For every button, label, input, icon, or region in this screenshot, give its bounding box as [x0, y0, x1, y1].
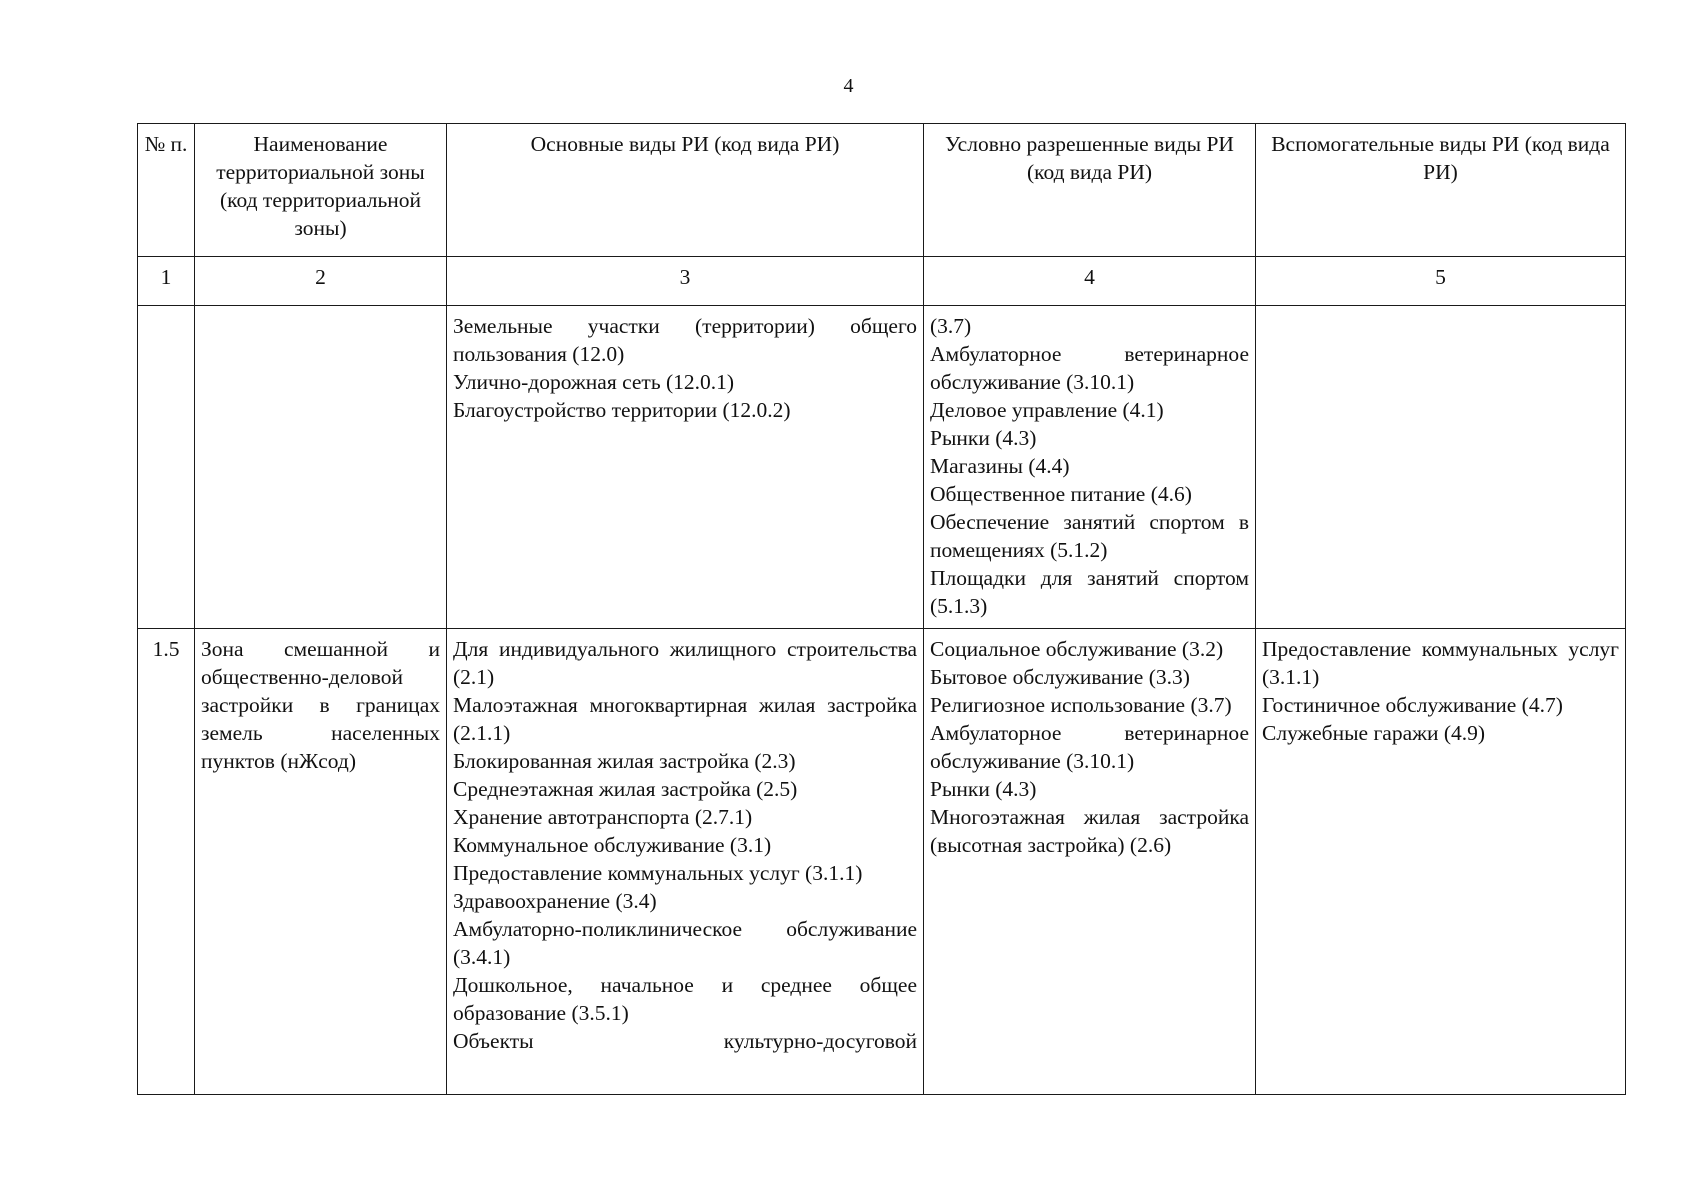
main-uses-cell [447, 306, 924, 629]
table-header-row [138, 124, 1626, 257]
auxiliary-uses-cell [1256, 306, 1626, 629]
use-item: Рынки (4.3) [930, 777, 1037, 801]
column-number: 4 [924, 257, 1256, 306]
use-item: Для индивидуального жилищного строительства (2.1) [453, 637, 917, 689]
use-item: Социальное обслуживание (3.2) [930, 637, 1224, 661]
column-number: 5 [1256, 257, 1626, 306]
conditional-uses-cell [924, 629, 1256, 1095]
use-item: Бытовое обслуживание (3.3) [930, 665, 1190, 689]
use-item: Объекты культурно-досуговой [453, 1029, 917, 1053]
use-item: Предоставление коммунальных услуг (3.1.1) [453, 861, 863, 885]
use-item: Деловое управление (4.1) [930, 398, 1164, 422]
header-conditional-uses: Условно разрешенные виды РИ (код вида РИ) [924, 124, 1256, 257]
use-item: Дошкольное, начальное и среднее общее образование (3.5.1) [453, 973, 917, 1025]
column-number: 1 [138, 257, 195, 306]
use-item: Религиозное использование (3.7) [930, 693, 1232, 717]
use-item: Амбулаторное ветеринарное обслуживание (3.10.1) [930, 721, 1249, 773]
use-item: Блокированная жилая застройка (2.3) [453, 749, 796, 773]
use-item: Амбулаторное ветеринарное обслуживание (3.10.1) [930, 342, 1249, 394]
use-item: Обеспечение занятий спортом в помещениях (5.1.2) [930, 510, 1249, 562]
use-item: Среднеэтажная жилая застройка (2.5) [453, 777, 798, 801]
use-item: Здравоохранение (3.4) [453, 889, 657, 913]
table-row [138, 629, 1626, 1095]
use-item: Рынки (4.3) [930, 426, 1037, 450]
use-item: (3.7) [930, 314, 972, 338]
use-item: Амбулаторно-поликлиническое обслуживание (3.4.1) [453, 917, 917, 969]
use-item: Служебные гаражи (4.9) [1262, 721, 1486, 745]
page-number: 4 [843, 75, 854, 97]
main-uses-cell [447, 629, 924, 1095]
header-index: № п. [138, 124, 195, 257]
use-item: Благоустройство территории (12.0.2) [453, 398, 791, 422]
table-row [138, 306, 1626, 629]
use-item: Предоставление коммунальных услуг (3.1.1) [1262, 637, 1619, 689]
zone-name [195, 306, 447, 629]
use-item: Коммунальное обслуживание (3.1) [453, 833, 772, 857]
use-item: Общественное питание (4.6) [930, 482, 1192, 506]
row-index [138, 306, 195, 629]
conditional-uses-cell [924, 306, 1256, 629]
use-item: Гостиничное обслуживание (4.7) [1262, 693, 1563, 717]
use-item: Площадки для занятий спортом (5.1.3) [930, 566, 1249, 618]
header-zone-name: Наименование территориальной зоны (код территориальной зоны) [195, 124, 447, 257]
zone-name-text: Зона смешанной и общественно-деловой застройки в границах земель населенных пунктов (нЖсод) [201, 637, 440, 773]
use-item: Хранение автотранспорта (2.7.1) [453, 805, 753, 829]
use-item: Улично-дорожная сеть (12.0.1) [453, 370, 735, 394]
column-number-row [138, 257, 1626, 306]
header-main-uses: Основные виды РИ (код вида РИ) [447, 124, 924, 257]
use-item: Малоэтажная многоквартирная жилая застройка (2.1.1) [453, 693, 917, 745]
header-auxiliary-uses: Вспомогательные виды РИ (код вида РИ) [1256, 124, 1626, 257]
row-index: 1.5 [138, 629, 195, 1095]
column-number: 2 [195, 257, 447, 306]
column-number: 3 [447, 257, 924, 306]
zones-table [137, 123, 1626, 1095]
auxiliary-uses-cell [1256, 629, 1626, 1095]
zone-name [195, 629, 447, 1095]
use-item: Земельные участки (территории) общего пользования (12.0) [453, 314, 917, 366]
use-item: Многоэтажная жилая застройка (высотная застройка) (2.6) [930, 805, 1249, 857]
use-item: Магазины (4.4) [930, 454, 1070, 478]
